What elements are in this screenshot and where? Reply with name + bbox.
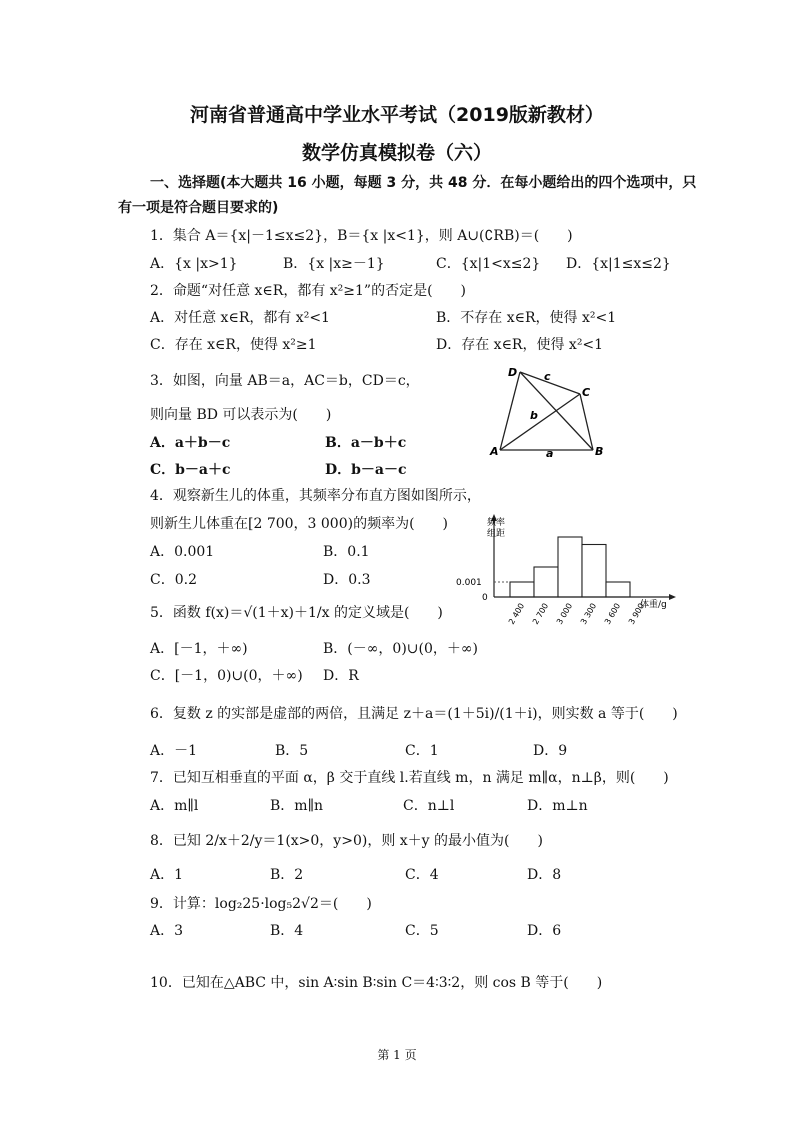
label-d-point: D — [508, 366, 518, 379]
label-a-point: A — [490, 445, 499, 458]
q9-option-c: C．5 — [405, 923, 439, 939]
q3-option-b: B．a－b＋c — [325, 435, 407, 451]
q4-stem-line2: 则新生儿体重在[2 700，3 000)的频率为( ) — [150, 516, 449, 532]
histogram-bar — [534, 567, 558, 597]
q5-option-b: B．(－∞，0)∪(0，＋∞) — [323, 641, 479, 657]
q4-stem-line1: 4．观察新生儿的体重，其频率分布直方图如图所示， — [150, 488, 481, 504]
x-tick-label: 3 000 — [554, 601, 575, 626]
q4-option-b: B．0.1 — [323, 544, 370, 560]
vector-quadrilateral-figure — [488, 362, 608, 462]
q3-stem-line1: 3．如图，向量 AB＝a，AC＝b，CD＝c， — [150, 373, 420, 389]
label-c-point: C — [582, 386, 591, 399]
q8-stem: 8．已知 2/x＋2/y＝1(x>0，y>0)，则 x＋y 的最小值为( ) — [150, 833, 543, 849]
histogram-bar — [510, 582, 534, 597]
q7-option-a: A．m∥l — [150, 798, 199, 814]
label-b-point: B — [595, 445, 604, 458]
histogram-bar — [606, 582, 630, 597]
x-tick-label: 2 400 — [506, 601, 527, 626]
q4-option-d: D．0.3 — [323, 572, 371, 588]
q7-option-b: B．m∥n — [270, 798, 324, 814]
q3-option-a: A．a＋b－c — [150, 435, 231, 451]
q2-option-b: B．不存在 x∈R，使得 x²<1 — [436, 310, 617, 326]
origin-label: 0 — [482, 593, 488, 603]
q6-option-d: D．9 — [533, 743, 568, 759]
label-vector-c: c — [544, 370, 551, 383]
q8-option-b: B．2 — [270, 867, 304, 883]
y-tick-label: 0.001 — [456, 578, 482, 588]
x-axis-label: 体重/g — [640, 600, 667, 610]
q6-stem: 6．复数 z 的实部是虚部的两倍，且满足 z＋a＝(1＋5i)/(1＋i)，则实数 a 等于( ) — [150, 706, 678, 722]
q9-option-a: A．3 — [150, 923, 184, 939]
q5-option-d: D．R — [323, 668, 359, 684]
histogram-bar — [582, 545, 606, 598]
x-tick-label: 2 700 — [530, 601, 551, 626]
q5-option-a: A．[－1，＋∞) — [150, 641, 248, 657]
x-tick-label: 3 600 — [602, 601, 623, 626]
q8-option-d: D．8 — [527, 867, 562, 883]
q1-option-b: B．{x |x≥－1} — [283, 256, 385, 272]
q2-option-d: D．存在 x∈R，使得 x²<1 — [436, 337, 604, 353]
x-axis-arrowhead — [669, 594, 676, 600]
x-tick-label: 3 900 — [626, 601, 647, 626]
q6-option-a: A．－1 — [150, 743, 198, 759]
q1-stem: 1．集合 A＝{x|－1≤x≤2}，B＝{x |x<1}，则 A∪(∁RB)＝( ) — [150, 228, 573, 244]
q1-option-c: C．{x|1<x≤2} — [436, 256, 541, 272]
q2-stem: 2．命题“对任意 x∈R，都有 x²≥1”的否定是( ) — [150, 283, 466, 299]
section-instruction-line2: 有一项是符合题目要求的) — [118, 200, 279, 216]
q9-option-d: D．6 — [527, 923, 562, 939]
q3-option-d: D．b－a－c — [325, 462, 407, 478]
q10-stem: 10．已知在△ABC 中，sin A∶sin B∶sin C＝4∶3∶2，则 cos B 等于( ) — [150, 975, 603, 991]
q2-option-c: C．存在 x∈R，使得 x²≥1 — [150, 337, 317, 353]
q9-stem: 9．计算：log₂25·log₅2√2＝( ) — [150, 896, 372, 912]
q5-option-c: C．[－1，0)∪(0，＋∞) — [150, 668, 303, 684]
x-tick-label: 3 300 — [578, 601, 599, 626]
page-title: 河南省普通高中学业水平考试（2019版新教材） — [190, 104, 604, 126]
q3-option-c: C．b－a＋c — [150, 462, 231, 478]
label-vector-b: b — [530, 409, 538, 422]
q1-option-d: D．{x|1≤x≤2} — [566, 256, 671, 272]
q8-option-a: A．1 — [150, 867, 184, 883]
q7-option-c: C．n⊥l — [403, 798, 455, 814]
q7-option-d: D．m⊥n — [527, 798, 588, 814]
page-number: 第 1 页 — [377, 1048, 417, 1062]
q9-option-b: B．4 — [270, 923, 304, 939]
q8-option-c: C．4 — [405, 867, 439, 883]
label-vector-a: a — [546, 447, 554, 460]
y-axis-label: 频率组距 — [487, 518, 506, 539]
histogram-bar — [558, 537, 582, 597]
q5-stem: 5．函数 f(x)＝√(1＋x)＋1/x 的定义域是( ) — [150, 605, 443, 621]
birthweight-histogram — [452, 512, 682, 642]
page-subtitle: 数学仿真模拟卷（六） — [301, 142, 492, 164]
q7-stem: 7．已知互相垂直的平面 α，β 交于直线 l.若直线 m，n 满足 m∥α，n⊥β，则( ) — [150, 770, 669, 786]
q4-option-a: A．0.001 — [150, 544, 215, 560]
q6-option-b: B．5 — [275, 743, 309, 759]
q3-stem-line2: 则向量 BD 可以表示为( ) — [150, 407, 332, 423]
q4-option-c: C．0.2 — [150, 572, 197, 588]
q6-option-c: C．1 — [405, 743, 439, 759]
segment-cb — [580, 394, 593, 450]
q1-option-a: A．{x |x>1} — [150, 256, 238, 272]
section-instruction-line1: 一、选择题(本大题共 16 小题，每题 3 分，共 48 分．在每小题给出的四个选项中，只 — [150, 175, 697, 191]
q2-option-a: A．对任意 x∈R，都有 x²<1 — [150, 310, 330, 326]
